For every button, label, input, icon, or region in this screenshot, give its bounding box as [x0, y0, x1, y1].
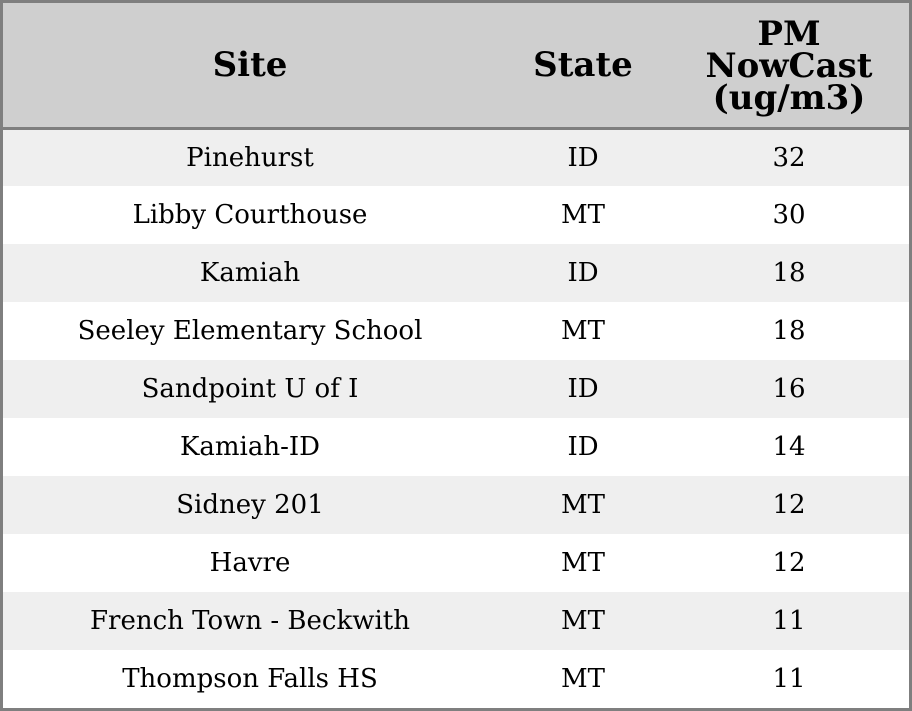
cell-state: MT: [561, 200, 605, 230]
cell-pm-nowcast: 11: [772, 664, 806, 694]
cell-pm-nowcast: 32: [772, 142, 806, 173]
cell-pm-nowcast: 16: [772, 374, 806, 404]
pm-nowcast-table: [3, 3, 909, 708]
column-header-state: State: [497, 3, 669, 128]
table-row: [3, 128, 909, 186]
column-header-pm-line-3: (ug/m3): [712, 77, 866, 118]
cell-pm-nowcast: 18: [772, 316, 806, 346]
column-header-site: Site: [3, 3, 497, 128]
table-row: [3, 476, 909, 534]
cell-state: ID: [567, 432, 599, 462]
table-row: [3, 650, 909, 708]
column-header-pm-nowcast: [669, 3, 909, 128]
cell-pm-nowcast: 14: [772, 432, 806, 462]
table-row: [3, 534, 909, 592]
table-row: [3, 592, 909, 650]
cell-pm-nowcast: 12: [772, 548, 806, 578]
table-row: [3, 302, 909, 360]
cell-state: MT: [561, 664, 605, 694]
cell-site: Sidney 201: [176, 490, 324, 520]
cell-pm-nowcast: 18: [772, 258, 806, 288]
cell-pm-nowcast: 11: [772, 606, 806, 636]
cell-state: ID: [567, 258, 599, 288]
table-row: [3, 244, 909, 302]
cell-site: Pinehurst: [186, 142, 314, 173]
table-row: [3, 186, 909, 244]
cell-state: MT: [561, 490, 605, 520]
cell-site: Thompson Falls HS: [122, 664, 378, 694]
cell-site: Havre: [209, 548, 291, 578]
cell-site: Libby Courthouse: [132, 200, 368, 230]
cell-state: MT: [561, 316, 605, 346]
cell-pm-nowcast: 12: [772, 490, 806, 520]
column-header-pm-line-2: NowCast: [705, 45, 873, 86]
column-header-pm-line-1: PM: [757, 13, 821, 54]
cell-state: ID: [567, 142, 599, 173]
cell-pm-nowcast: 30: [772, 200, 806, 230]
cell-site: Sandpoint U of I: [141, 374, 359, 404]
header-row: [3, 3, 909, 128]
cell-site: Kamiah-ID: [179, 432, 321, 462]
cell-state: ID: [567, 374, 599, 404]
table-row: [3, 418, 909, 476]
cell-state: MT: [561, 606, 605, 636]
table-row: [3, 360, 909, 418]
cell-site: Kamiah: [199, 258, 301, 288]
cell-site: Seeley Elementary School: [77, 316, 423, 346]
cell-site: French Town - Beckwith: [89, 606, 411, 636]
table-body: [3, 128, 909, 708]
cell-state: MT: [561, 548, 605, 578]
